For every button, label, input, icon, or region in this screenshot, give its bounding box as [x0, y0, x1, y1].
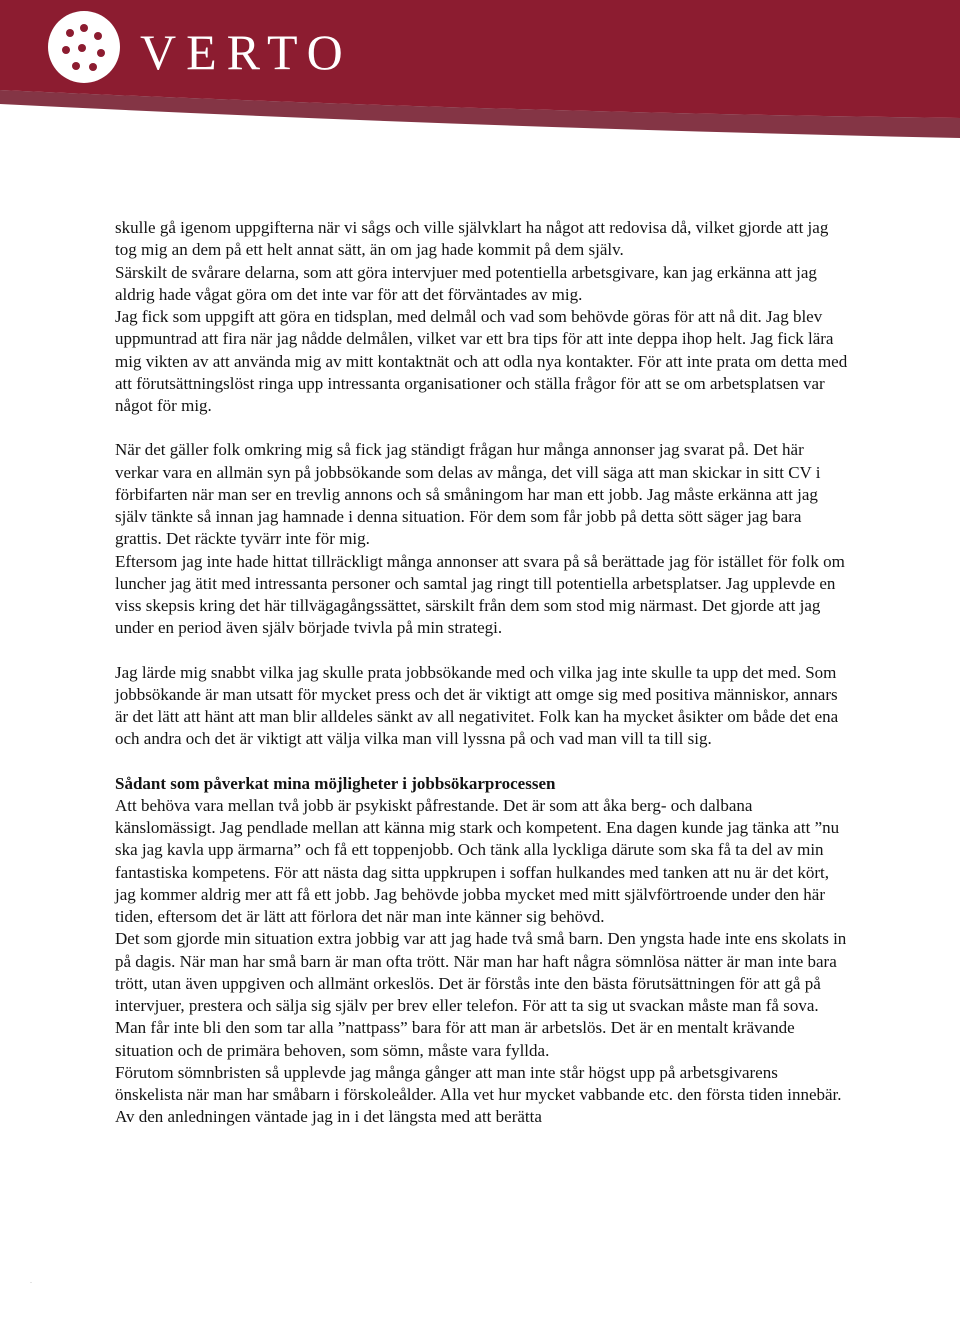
section-heading: Sådant som påverkat mina möjligheter i jobbsökarprocessen: [115, 773, 556, 793]
page-header: [0, 0, 960, 140]
paragraph: skulle gå igenom uppgifterna när vi sågs och ville självklart ha något att redovisa då, vilket gjorde att jag tog mig an dem på ett helt annat sätt, än om jag hade kommit på dem själv.: [115, 218, 829, 260]
paragraph: Eftersom jag inte hade hittat tillräckligt många annonser att svara på så berättade jag för istället för folk om luncher jag ätit med intressanta personer och samtal jag ringt till potentiella arbetsplatser. Jag upplevde en viss skepsis kring det här tillvägagångssättet, särskilt från dem som stod mig närmast. Det gjorde att jag under en period även själv började tvivla på min strategi.: [115, 551, 845, 638]
paragraph: Jag fick som uppgift att göra en tidsplan, med delmål och vad som behövde göras för att nå dit. Jag blev uppmuntrad att fira när jag nådde delmålen, vilket var ett bra tips för att inte deppa ihop helt. Jag fick lära mig vikten av att använda mig av mitt kontaktnät och att odla nya kontakter. För att inte prata om detta med att förutsättningslöst ringa upp intressanta organisationer och ställa frågor för att se om arbetsplatsen var något för mig.: [115, 307, 848, 415]
paragraph-spacer: [115, 417, 850, 439]
paragraph-spacer: [115, 640, 850, 662]
paragraph: Förutom sömnbristen så upplevde jag många gånger att man inte står högst upp på arbetsgivarens önskelista när man har småbarn i förskoleålder. Alla vet hur mycket vabbande etc. den första tiden innebär. Av den anledningen väntade jag in i det längsta med att berätta: [115, 1062, 842, 1127]
footer-mark: .: [30, 1276, 32, 1285]
document-body: [115, 217, 850, 1129]
paragraph: Det som gjorde min situation extra jobbig var att jag hade två små barn. Den yngsta hade inte ens skolats in på dagis. När man har små barn är man ofta trött. När man har haft några sömnlösa nätter är man inte bara trött, utan även uppgiven och allmänt orkeslös. Det är förstås inte den bästa förutsättningen för att gå på intervjuer, prestera och sälja sig själv per brev eller telefon. För att ta sig ut svackan måste man få sova. Man får inte bli den som tar alla ”nattpass” bara för att man är arbetslös. Det är en mentalt krävande situation och de primära behoven, som sömn, måste vara fyllda.: [115, 929, 847, 1060]
brand-name: VERTO: [140, 24, 353, 80]
paragraph: När det gäller folk omkring mig så fick jag ständigt frågan hur många annonser jag svarat på. Det här verkar vara en allmän syn på jobbsökande som delas av många, det vill säga att man skickar in sitt CV i förbifarten när man ser en trevlig annons och så småningom har man ett jobb. Jag måste erkänna att jag själv tänkte så innan jag hamnade i denna situation. För dem som får jobb på detta sött säger jag bara grattis. Det räckte tyvärr inte för mig.: [115, 440, 821, 549]
paragraph: Jag lärde mig snabbt vilka jag skulle prata jobbsökande med och vilka jag inte skulle ta upp det med. Som jobbsökande är man utsatt för mycket press och det är viktigt att omge sig med positiva människor, annars är det lätt att hänt att man blir alldeles sänkt av all negativitet. Folk kan ha mycket åsikter om både det ena och andra och det är viktigt att välja vilka man vill lyssna på och vad man vill ta till sig.: [115, 662, 839, 749]
paragraph-spacer: [115, 751, 850, 773]
paragraph: Särskilt de svårare delarna, som att göra intervjuer med potentiella arbetsgivare, kan jag erkänna att jag aldrig hade vågat göra om det inte var för att det förväntades av mig.: [115, 262, 817, 304]
paragraph: Att behöva vara mellan två jobb är psykiskt påfrestande. Det är som att åka berg- och dalbana känslomässigt. Jag pendlade mellan att känna mig stark och kompetent. Ena dagen kunde jag tänka att ”nu ska jag kavla upp ärmarna” och få ett toppenjobb. Och tänk alla lyckliga därute som ska få ta del av min fantastiska kompetens. För att nästa dag sitta uppkrupen i soffan hulkandes med tanken att nu är det kört, jag kommer aldrig mer att få ett jobb. Jag behövde jobba mycket med mitt självförtroende under den här tiden, eftersom det är lätt att förlora det när man inte känner sig behövd.: [115, 795, 840, 926]
verto-logo-icon: [48, 11, 120, 83]
